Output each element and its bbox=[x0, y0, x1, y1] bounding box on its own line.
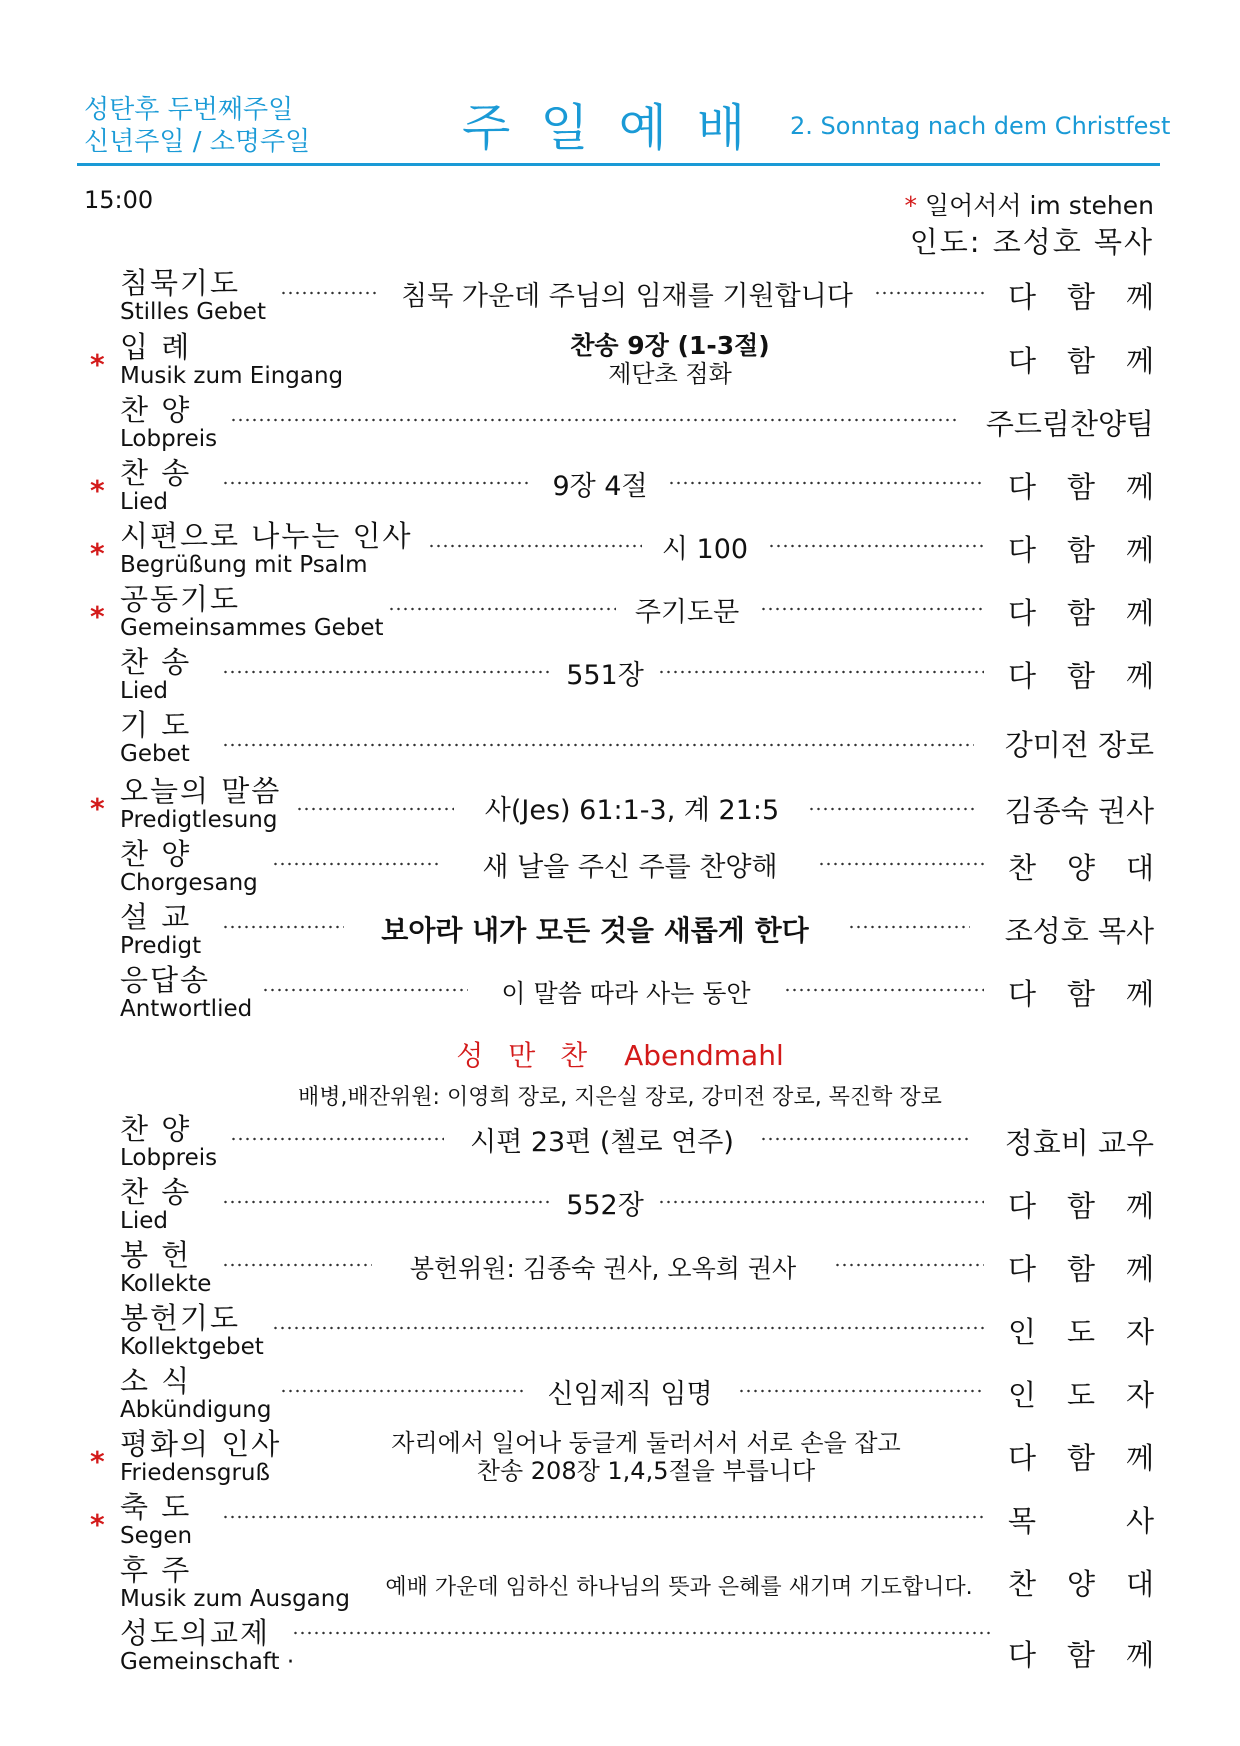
resp-char: 찬 bbox=[1008, 1567, 1037, 1601]
resp-char: 함 bbox=[1066, 596, 1095, 630]
item-responsible bbox=[1008, 470, 1154, 504]
item-korean: 봉 헌 bbox=[120, 1238, 192, 1272]
resp-char: 양 bbox=[1066, 1567, 1095, 1601]
item-responsible bbox=[1008, 851, 1154, 885]
service-leader: 인도: 조성호 목사 bbox=[909, 225, 1154, 259]
item-responsible bbox=[1008, 596, 1154, 630]
item-german: Predigtlesung bbox=[120, 807, 278, 833]
item-detail: 신임제직 임명 bbox=[547, 1379, 713, 1410]
leader-dots bbox=[272, 861, 442, 867]
leader-dots bbox=[428, 543, 642, 549]
resp-char: 인 bbox=[1008, 1315, 1037, 1349]
leader-dots bbox=[658, 669, 984, 675]
resp-char: 께 bbox=[1125, 1189, 1154, 1223]
resp-char: 다 bbox=[1008, 280, 1037, 314]
section-heading bbox=[0, 1034, 1240, 1074]
item-korean: 설 교 bbox=[120, 900, 192, 934]
item-german: Gebet bbox=[120, 741, 190, 767]
resp-char: 양 bbox=[1066, 851, 1095, 885]
asterisk-mark: * bbox=[90, 474, 105, 507]
leader-dots bbox=[848, 924, 970, 930]
item-korean: 후 주 bbox=[120, 1553, 192, 1587]
leader-dots bbox=[222, 924, 344, 930]
item-responsible bbox=[1008, 533, 1154, 567]
item-responsible bbox=[1008, 1378, 1154, 1412]
resp-char: 함 bbox=[1066, 470, 1095, 504]
item-responsible: 조성호 목사 bbox=[1004, 914, 1154, 948]
leader-dots bbox=[272, 1325, 984, 1331]
liturgy-item bbox=[0, 900, 1240, 960]
item-detail-line1: 자리에서 일어나 둥글게 둘러서서 서로 손을 잡고 bbox=[391, 1429, 901, 1457]
leader-dots bbox=[222, 1262, 372, 1268]
item-responsible bbox=[1008, 1441, 1154, 1475]
asterisk-mark: * bbox=[90, 348, 105, 381]
item-german: Chorgesang bbox=[120, 870, 258, 896]
resp-char: 다 bbox=[1008, 596, 1037, 630]
leader-dots bbox=[222, 480, 532, 486]
stand-note bbox=[904, 186, 1154, 222]
resp-char: 찬 bbox=[1008, 851, 1037, 885]
item-german: Lied bbox=[120, 489, 168, 515]
header-occasion bbox=[84, 94, 310, 158]
leader-dots bbox=[768, 543, 984, 549]
item-korean: 찬 송 bbox=[120, 456, 192, 490]
item-detail: 552장 bbox=[566, 1190, 644, 1221]
item-responsible bbox=[1008, 1504, 1154, 1538]
leader-dots bbox=[834, 1262, 984, 1268]
resp-char: 함 bbox=[1066, 977, 1095, 1011]
liturgy-item bbox=[0, 708, 1240, 768]
item-german: Gemeinschaft · bbox=[120, 1649, 295, 1675]
liturgy-item bbox=[0, 1238, 1240, 1298]
asterisk-mark: * bbox=[90, 537, 105, 570]
asterisk-mark: * bbox=[90, 1508, 105, 1541]
item-german: Segen bbox=[120, 1523, 193, 1549]
liturgy-item bbox=[0, 1112, 1240, 1172]
resp-char: 다 bbox=[1008, 470, 1037, 504]
resp-char: 자 bbox=[1125, 1315, 1154, 1349]
resp-char: 자 bbox=[1125, 1378, 1154, 1412]
item-detail: 침묵 가운데 주님의 임재를 기원합니다 bbox=[401, 281, 853, 312]
item-detail-line1: 찬송 9장 (1-3절) bbox=[570, 331, 770, 360]
header-line1: 성탄후 두번째주일 bbox=[84, 95, 294, 125]
item-detail: 시 100 bbox=[661, 534, 749, 565]
liturgy-item bbox=[0, 1301, 1240, 1361]
item-responsible bbox=[1008, 659, 1154, 693]
item-detail: 이 말씀 따라 사는 동안 bbox=[501, 979, 751, 1008]
resp-char: 함 bbox=[1066, 1189, 1095, 1223]
item-responsible: 강미전 장로 bbox=[1004, 728, 1154, 762]
item-korean: 찬 송 bbox=[120, 1175, 192, 1209]
resp-char: 다 bbox=[1008, 1441, 1037, 1475]
item-detail-line2: 찬송 208장 1,4,5절을 부릅니다 bbox=[476, 1457, 816, 1485]
item-responsible: 주드림찬양팀 bbox=[985, 407, 1154, 441]
item-german: Kollektgebet bbox=[120, 1334, 264, 1360]
resp-char: 께 bbox=[1125, 470, 1154, 504]
liturgy-item bbox=[0, 582, 1240, 642]
item-german: Antwortlied bbox=[120, 996, 253, 1022]
item-german: Kollekte bbox=[120, 1271, 212, 1297]
liturgy-item bbox=[0, 837, 1240, 897]
liturgy-item bbox=[0, 1490, 1240, 1550]
item-german: Musik zum Eingang bbox=[120, 363, 344, 389]
leader-dots bbox=[222, 1514, 984, 1520]
item-detail: 사(Jes) 61:1-3, 계 21:5 bbox=[484, 795, 780, 826]
asterisk-mark: * bbox=[90, 1445, 105, 1478]
item-responsible bbox=[1008, 1567, 1154, 1601]
resp-char: 사 bbox=[1125, 1504, 1154, 1538]
item-responsible: 김종숙 권사 bbox=[1004, 794, 1154, 828]
leader-dots bbox=[222, 742, 974, 748]
stand-note-text: 일어서서 im stehen bbox=[924, 191, 1154, 220]
item-responsible bbox=[1008, 1638, 1154, 1672]
resp-char: 함 bbox=[1066, 1252, 1095, 1286]
item-responsible bbox=[1008, 1189, 1154, 1223]
liturgy-item bbox=[0, 266, 1240, 326]
sermon-title: 보아라 내가 모든 것을 새롭게 한다 bbox=[381, 914, 809, 947]
item-detail-line2: 제단초 점화 bbox=[608, 360, 732, 388]
resp-char: 께 bbox=[1125, 1638, 1154, 1672]
item-korean: 찬 양 bbox=[120, 1112, 192, 1146]
leader-dots bbox=[760, 606, 984, 612]
resp-char: 함 bbox=[1066, 344, 1095, 378]
communion-servers: 배병,배잔위원: 이영희 장로, 지은실 장로, 강미전 장로, 목진학 장로 bbox=[298, 1085, 942, 1110]
leader-dots bbox=[668, 480, 984, 486]
item-responsible bbox=[1008, 1315, 1154, 1349]
item-korean: 오늘의 말씀 bbox=[120, 774, 282, 808]
resp-char: 께 bbox=[1125, 533, 1154, 567]
service-time: 15:00 bbox=[84, 186, 154, 214]
leader-dots bbox=[280, 1388, 524, 1394]
leader-dots bbox=[760, 1136, 970, 1142]
leader-dots bbox=[222, 669, 552, 675]
asterisk-mark: * bbox=[90, 792, 105, 825]
liturgy-item bbox=[0, 774, 1240, 834]
section-german: Abendmahl bbox=[624, 1039, 784, 1072]
resp-char: 도 bbox=[1066, 1315, 1095, 1349]
resp-char: 다 bbox=[1008, 344, 1037, 378]
leader-dots bbox=[388, 606, 616, 612]
resp-char: 다 bbox=[1008, 659, 1037, 693]
liturgy-item bbox=[0, 645, 1240, 705]
liturgy-item bbox=[0, 456, 1240, 516]
resp-char: 함 bbox=[1066, 659, 1095, 693]
item-responsible bbox=[1008, 344, 1154, 378]
item-korean: 응답송 bbox=[120, 963, 211, 997]
resp-char: 다 bbox=[1008, 1189, 1037, 1223]
leader-dots bbox=[296, 806, 454, 812]
leader-dots bbox=[230, 1136, 444, 1142]
item-detail: 시편 23편 (첼로 연주) bbox=[470, 1127, 734, 1158]
leader-dots bbox=[808, 806, 974, 812]
asterisk-mark: * bbox=[904, 191, 917, 220]
item-detail: 9장 4절 bbox=[552, 471, 648, 502]
resp-char: 함 bbox=[1066, 1638, 1095, 1672]
item-german: Lied bbox=[120, 678, 168, 704]
item-korean: 공동기도 bbox=[120, 582, 241, 616]
liturgy-item bbox=[0, 1175, 1240, 1235]
item-korean: 침묵기도 bbox=[120, 266, 241, 300]
leader-dots bbox=[262, 987, 468, 993]
item-responsible bbox=[1008, 1252, 1154, 1286]
resp-char: 대 bbox=[1125, 1567, 1154, 1601]
item-detail: 새 날을 주신 주를 찬양해 bbox=[482, 852, 778, 883]
resp-char: 다 bbox=[1008, 533, 1037, 567]
resp-char: 께 bbox=[1125, 344, 1154, 378]
item-korean: 입 례 bbox=[120, 330, 192, 364]
leader-dots bbox=[222, 1199, 552, 1205]
item-detail: 봉헌위원: 김종숙 권사, 오옥희 권사 bbox=[409, 1254, 797, 1283]
resp-char: 도 bbox=[1066, 1378, 1095, 1412]
header-divider bbox=[77, 163, 1160, 166]
item-german: Lobpreis bbox=[120, 426, 218, 452]
resp-char: 께 bbox=[1125, 977, 1154, 1011]
item-korean: 찬 양 bbox=[120, 393, 192, 427]
item-korean: 시편으로 나누는 인사 bbox=[120, 519, 413, 553]
resp-char: 께 bbox=[1125, 659, 1154, 693]
liturgy-item bbox=[0, 963, 1240, 1023]
item-korean: 봉헌기도 bbox=[120, 1301, 241, 1335]
resp-char: 께 bbox=[1125, 1441, 1154, 1475]
item-korean: 찬 송 bbox=[120, 645, 192, 679]
leader-dots bbox=[292, 1630, 992, 1636]
item-german: Gemeinsammes Gebet bbox=[120, 615, 384, 641]
item-korean: 축 도 bbox=[120, 1490, 192, 1524]
item-korean: 소 식 bbox=[120, 1364, 192, 1398]
leader-dots bbox=[784, 987, 984, 993]
liturgy-item bbox=[0, 1553, 1240, 1613]
liturgy-item bbox=[0, 1364, 1240, 1424]
item-german: Musik zum Ausgang bbox=[120, 1586, 350, 1612]
leader-dots bbox=[874, 290, 986, 296]
asterisk-mark: * bbox=[90, 600, 105, 633]
item-detail: 551장 bbox=[566, 660, 644, 691]
german-title: 2. Sonntag nach dem Christfest bbox=[790, 112, 1171, 140]
liturgy-item bbox=[0, 519, 1240, 579]
resp-char: 다 bbox=[1008, 1638, 1037, 1672]
item-german: Predigt bbox=[120, 933, 202, 959]
resp-char: 대 bbox=[1125, 851, 1154, 885]
liturgy-item bbox=[0, 393, 1240, 453]
item-german: Friedensgruß bbox=[120, 1460, 270, 1486]
resp-char: 께 bbox=[1125, 280, 1154, 314]
item-korean: 성도의교제 bbox=[120, 1616, 271, 1650]
resp-char: 목 bbox=[1008, 1504, 1037, 1538]
header-line2: 신년주일 / 소명주일 bbox=[84, 127, 311, 157]
leader-dots bbox=[738, 1388, 984, 1394]
leader-dots bbox=[280, 290, 380, 296]
resp-char: 함 bbox=[1066, 280, 1095, 314]
resp-char: 께 bbox=[1125, 1252, 1154, 1286]
item-detail: 주기도문 bbox=[634, 597, 740, 628]
section-korean: 성 만 찬 bbox=[456, 1039, 596, 1072]
item-responsible bbox=[1008, 280, 1154, 314]
leader-dots bbox=[230, 417, 960, 423]
leader-dots bbox=[818, 861, 984, 867]
leader-dots bbox=[658, 1199, 984, 1205]
resp-char: 다 bbox=[1008, 1252, 1037, 1286]
resp-char: 께 bbox=[1125, 596, 1154, 630]
liturgy-item bbox=[0, 1427, 1240, 1487]
item-german: Lied bbox=[120, 1208, 168, 1234]
item-korean: 평화의 인사 bbox=[120, 1427, 282, 1461]
item-korean: 기 도 bbox=[120, 708, 192, 742]
item-responsible bbox=[1008, 977, 1154, 1011]
resp-char: 인 bbox=[1008, 1378, 1037, 1412]
resp-char: 함 bbox=[1066, 1441, 1095, 1475]
item-german: Lobpreis bbox=[120, 1145, 218, 1171]
page-title: 주일예배 bbox=[462, 99, 776, 157]
liturgy-item bbox=[0, 1616, 1240, 1676]
liturgy-item bbox=[0, 330, 1240, 390]
item-german: Begrüßung mit Psalm bbox=[120, 552, 368, 578]
item-german: Stilles Gebet bbox=[120, 299, 266, 325]
resp-char: 다 bbox=[1008, 977, 1037, 1011]
item-german: Abkündigung bbox=[120, 1397, 272, 1423]
item-responsible: 정효비 교우 bbox=[1004, 1126, 1154, 1160]
item-detail: 예배 가운데 임하신 하나님의 뜻과 은혜를 새기며 기도합니다. bbox=[385, 1575, 973, 1600]
item-korean: 찬 양 bbox=[120, 837, 192, 871]
resp-char: 함 bbox=[1066, 533, 1095, 567]
